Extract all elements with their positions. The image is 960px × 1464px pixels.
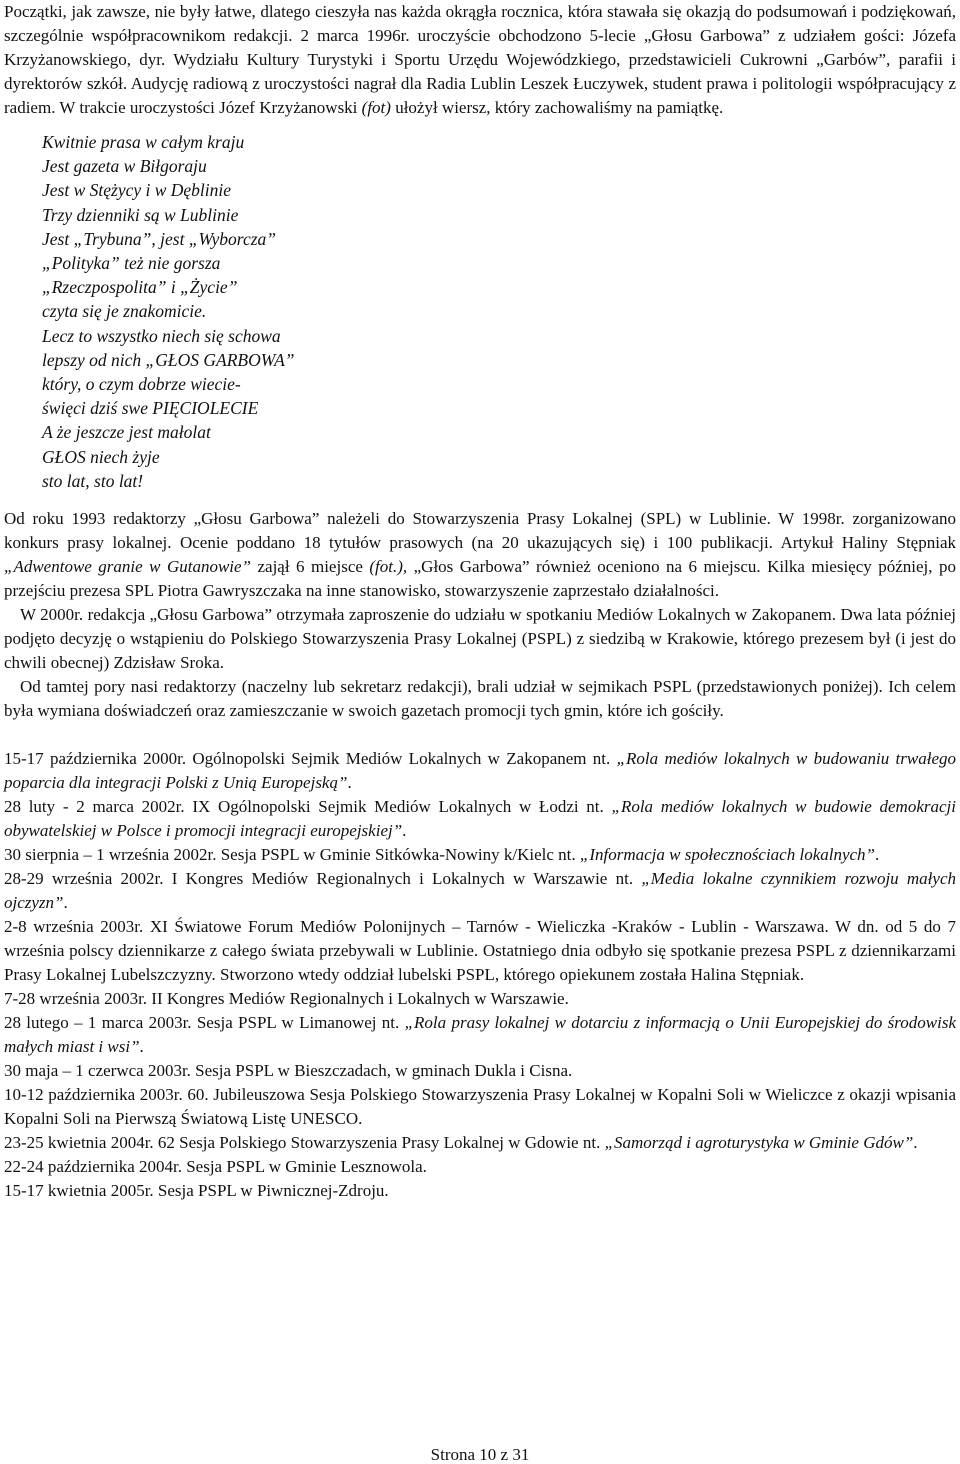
poem-line: sto lat, sto lat!	[42, 470, 144, 491]
event-item	[4, 843, 956, 867]
event-item	[4, 795, 956, 843]
event-topic: „Rola mediów lokalnych w budowie demokracji obywatelskiej w Polsce i promocji integracji europejskiej”	[4, 797, 956, 841]
poem-line: lepszy od nich „GŁOS GARBOWA”	[42, 349, 295, 370]
poem-line: czyta się je znakomicie.	[42, 301, 207, 322]
event-item	[4, 987, 956, 1011]
event-topic: „Informacja w społecznościach lokalnych”	[579, 845, 876, 865]
event-text: 23-25 kwietnia 2004r. 62 Sesja Polskiego Stowarzyszenia Prasy Lokalnej w Gdowie nt.	[4, 1133, 605, 1153]
page-number: Strona 10 z 31	[430, 1445, 530, 1464]
intro-paragraph	[4, 0, 956, 120]
spl-text-mid: zajął 6 miejsce	[251, 557, 370, 577]
poem-line: święci dziś swe PIĘCIOLECIE	[42, 398, 259, 419]
event-item	[4, 867, 956, 915]
spl-text-end: „Głos Garbowa” również oceniono na 6 miejscu. Kilka miesięcy później, po przejściu prezesa SPL Piotra Gawryszczaka na inne stanowisko, stowarzyszenie zaprzestało działalności.	[4, 557, 956, 601]
event-text: 28 lutego – 1 marca 2003r. Sesja PSPL w Limanowej nt.	[4, 1013, 405, 1033]
poem-line: „Polityka” też nie gorsza	[42, 253, 221, 274]
event-item	[4, 1059, 956, 1083]
event-text: 7-28 września 2003r. II Kongres Mediów Regionalnych i Lokalnych w Warszawie.	[4, 989, 569, 1009]
pspl-paragraph: W 2000r. redakcja „Głosu Garbowa” otrzymała zaproszenie do udziału w spotkaniu Mediów Lokalnych w Zakopanem. Dwa lata później podjęto decyzję o wstąpieniu do Polskiego Stowarzyszenia Prasy Lokalnej (PSPL) z siedzibą w Krakowie, którego prezesem był (i jest do chwili obecnej) Zdzisław Sroka.	[4, 605, 956, 673]
event-text: 15-17 października 2000r. Ogólnopolski Sejmik Mediów Lokalnych w Zakopanem nt.	[4, 749, 617, 769]
event-tail: .	[347, 773, 352, 793]
poem	[42, 130, 956, 493]
intro-text-end: ułożył wiersz, który zachowaliśmy na pamiątkę.	[390, 98, 724, 117]
events-list	[4, 747, 956, 1203]
event-text: 28-29 września 2002r. I Kongres Mediów Regionalnych i Lokalnych w Warszawie nt.	[4, 869, 642, 889]
event-topic: „Media lokalne czynnikiem rozwoju małych ojczyzn”	[4, 869, 956, 913]
poem-line: Jest „Trybuna”, jest „Wyborcza”	[42, 228, 277, 249]
event-tail: .	[913, 1133, 918, 1153]
event-item	[4, 915, 956, 987]
intro-text: Początki, jak zawsze, nie były łatwe, dlatego cieszyła nas każda okrągła rocznica, która stawała się okazją do podsumowań i podziękowań, szczególnie współpracownikom redakcji. 2 marca 1996r. uroczyście obchodzono 5-lecie „Głosu Garbowa” z udziałem gości: Józefa Krzyżanowskiego, dyr. Wydziału Kultury Turystyki i Sportu Urzędu Wojewódzkiego, przedstawicieli Cukrowni „Garbów”, parafii i dyrektorów szkół. Audycję radiową z uroczystości nagrał dla Radia Lublin Leszek Łuczywek, student prawa i politologii współpracujący z radiem. W trakcie uroczystości Józef Krzyżanowski	[4, 2, 956, 117]
event-topic: „Rola mediów lokalnych w budowaniu trwałego poparcia dla integracji Polski z Unią Europejską”	[4, 749, 956, 793]
sejmik-paragraph: Od tamtej pory nasi redaktorzy (naczelny lub sekretarz redakcji), brali udział w sejmikach PSPL (przedstawionych poniżej). Ich celem była wymiana doświadczeń oraz zamieszczanie w swoich gazetach promocji tych gmin, które ich gościły.	[4, 677, 956, 721]
event-text: 15-17 kwietnia 2005r. Sesja PSPL w Piwnicznej-Zdroju.	[4, 1181, 389, 1201]
event-tail: .	[139, 1037, 144, 1057]
poem-line: A że jeszcze jest małolat	[42, 422, 211, 443]
article-title: „Adwentowe granie w Gutanowie”	[4, 557, 252, 577]
event-text: 22-24 października 2004r. Sesja PSPL w Gminie Lesznowola.	[4, 1157, 427, 1177]
spl-text: Od roku 1993 redaktorzy „Głosu Garbowa” należeli do Stowarzyszenia Prasy Lokalnej (SPL) w Lublinie. W 1998r. zorganizowano konkurs prasy lokalnej. Ocenie poddano 18 tytułów prasowych (na 20 ukazujących się) i 100 publikacji. Artykuł Haliny Stępniak	[4, 509, 956, 553]
event-topic: „Samorząd i agroturystyka w Gminie Gdów”	[604, 1133, 914, 1153]
spl-paragraph	[4, 507, 956, 603]
event-tail: .	[875, 845, 880, 865]
event-text: 2-8 września 2003r. XI Światowe Forum Mediów Polonijnych – Tarnów - Wieliczka -Kraków - Lublin - Warszawa. W dn. od 5 do 7 września polscy dziennikarze z całego świata przebywali w Lublinie. Ostatniego dnia odbyło się spotkanie prezesa PSPL z dziennikarzami Prasy Lokalnej Lubelszczyzny. Stworzono wtedy oddział lubelski PSPL, którego opiekunem została Halina Stępniak.	[4, 917, 956, 985]
poem-line: Lecz to wszystko niech się schowa	[42, 325, 281, 346]
poem-line: GŁOS niech żyje	[42, 446, 160, 467]
event-text: 30 sierpnia – 1 września 2002r. Sesja PSPL w Gminie Sitkówka-Nowiny k/Kielc nt.	[4, 845, 580, 865]
event-topic: „Rola prasy lokalnej w dotarciu z informacją o Unii Europejskiej do środowisk małych miast i wsi”	[4, 1013, 956, 1057]
poem-line: „Rzeczpospolita” i „Życie”	[42, 277, 238, 298]
poem-line: Trzy dzienniki są w Lublinie	[42, 204, 239, 225]
event-item	[4, 1179, 956, 1203]
event-text: 10-12 października 2003r. 60. Jubileuszowa Sesja Polskiego Stowarzyszenia Prasy Lokalnej w Kopalni Soli w Wieliczce z okazji wpisania Kopalni Soli na Pierwszą Światową Listę UNESCO.	[4, 1085, 956, 1129]
event-item	[4, 1155, 956, 1179]
poem-line: Kwitnie prasa w całym kraju	[42, 132, 245, 152]
event-text: 28 luty - 2 marca 2002r. IX Ogólnopolski Sejmik Mediów Lokalnych w Łodzi nt.	[4, 797, 612, 817]
event-item	[4, 747, 956, 795]
event-item	[4, 1083, 956, 1131]
poem-line: Jest w Stężycy i w Dęblinie	[42, 180, 232, 201]
event-item	[4, 1011, 956, 1059]
photo-ref: (fot.),	[369, 557, 408, 577]
document-page	[4, 0, 956, 1203]
poem-line: który, o czym dobrze wiecie-	[42, 374, 241, 395]
poem-line: Jest gazeta w Biłgoraju	[42, 156, 207, 177]
event-text: 30 maja – 1 czerwca 2003r. Sesja PSPL w Bieszczadach, w gminach Dukla i Cisna.	[4, 1061, 573, 1081]
event-item	[4, 1131, 956, 1155]
photo-ref: (fot)	[361, 98, 391, 117]
event-tail: .	[402, 821, 407, 841]
event-tail: .	[63, 893, 68, 913]
